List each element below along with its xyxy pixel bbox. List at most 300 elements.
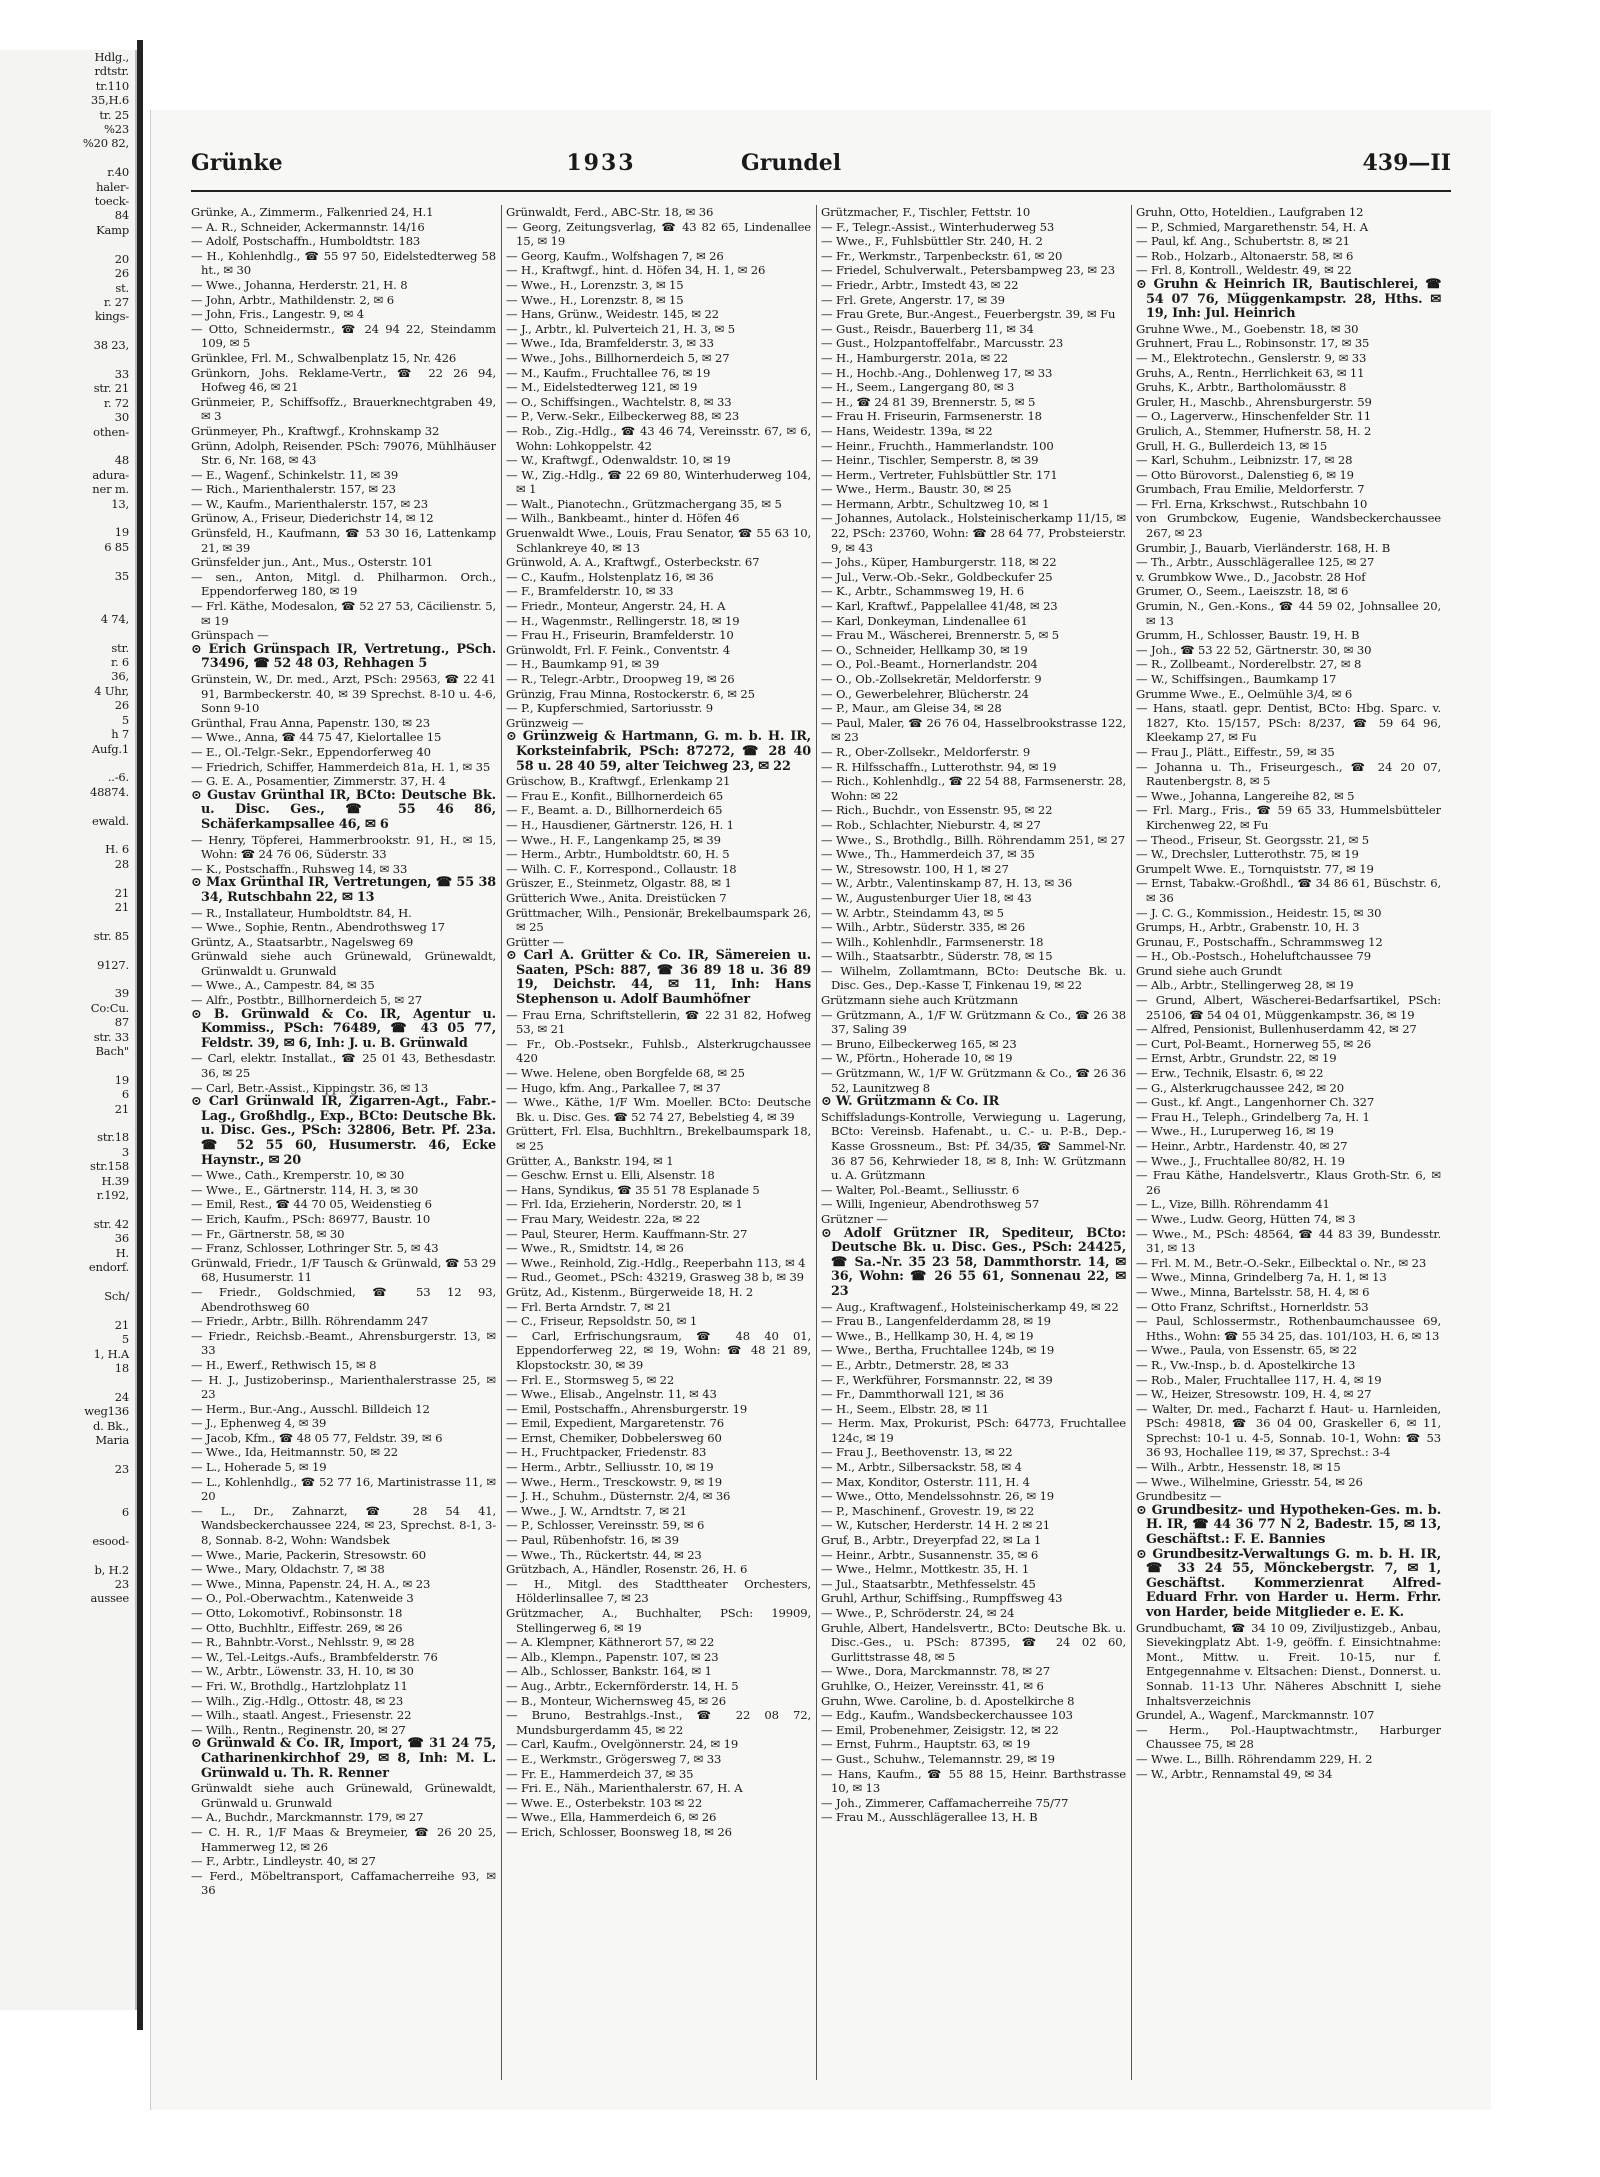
- directory-entry: ⊙ Grünwald & Co. IR, Import, ☎ 31 24 75, Catharinenkirchhof 29, ✉ 8, Inh: M. L. Grünwald u. Th. R. Renner: [191, 1736, 496, 1781]
- strip-line: 87: [114, 1015, 129, 1030]
- adjacent-page-strip: [0, 50, 137, 2010]
- directory-entry: Grünthal, Frau Anna, Papenstr. 130, ✉ 23: [191, 715, 430, 730]
- strip-line: 1, H.A: [93, 1346, 129, 1361]
- directory-entry: — Erich, Schlosser, Boonsweg 18, ✉ 26: [506, 1824, 732, 1839]
- directory-entry: — Joh., Zimmerer, Caffamacherreihe 75/77: [821, 1795, 1069, 1810]
- directory-entry: — Walter, Dr. med., Facharzt f. Haut- u. Harnleiden, PSch: 49818, ☎ 36 04 00, Graskeller 6, ✉ 11, Sprechst: 10-1 u. 4-5, Sonnab. 10-1, Wohn: ☎ 53 36 93, Hochallee 119, ✉ 37, Sprechst.: 3-4: [1136, 1401, 1441, 1460]
- directory-entry: — Herm., Arbtr., Selliusstr. 10, ✉ 19: [506, 1460, 714, 1475]
- directory-entry: — Karl, Donkeyman, Lindenallee 61: [821, 613, 1028, 628]
- directory-entry: ⊙ Grundbesitz-Verwaltungs G. m. b. H. IR, ☎ 33 24 55, Mönckebergstr. 7, ✉ 1, Geschäftst. Kommerzienrat Alfred-Eduard Frhr. von Harder u. Herm. Frhr. von Harder, beide Mitglieder e. E. K.: [1136, 1546, 1441, 1620]
- directory-entry: — H., Wagenmstr., Rellingerstr. 18, ✉ 19: [506, 613, 740, 628]
- directory-entry: — Edg., Kaufm., Wandsbeckerchaussee 103: [821, 1708, 1073, 1723]
- directory-entry: — A. Klempner, Käthnerort 57, ✉ 22: [506, 1635, 715, 1650]
- strip-line: str. 42: [93, 1216, 129, 1231]
- directory-entry: — Bruno, Bestrahlgs.-Inst., ☎ 22 08 72, Mundsburgerdamm 45, ✉ 22: [506, 1708, 811, 1737]
- strip-line: 21: [114, 1317, 129, 1332]
- directory-entry: — Wilh., staatl. Angest., Friesenstr. 22: [191, 1708, 412, 1723]
- directory-entry: — H., Ewerf., Rethwisch 15, ✉ 8: [191, 1357, 377, 1372]
- directory-entry: Grütz, Ad., Kistenm., Bürgerweide 18, H. 2: [506, 1284, 754, 1299]
- directory-entry: Grützmacher, A., Buchhalter, PSch: 19909, Stellingerweg 6, ✉ 19: [506, 1606, 811, 1635]
- directory-entry: — W., Pförtn., Hoherade 10, ✉ 19: [821, 1051, 1013, 1066]
- directory-entry: v. Grumbkow Wwe., D., Jacobstr. 28 Hof: [1136, 569, 1366, 584]
- directory-entry: — Fr. E., Hammerdeich 37, ✉ 35: [506, 1766, 694, 1781]
- directory-entry: Grünstein, W., Dr. med., Arzt, PSch: 29563, ☎ 22 41 91, Barmbeckerstr. 40, ✉ 39 Sprechst. 8-10 u. 4-6, Sonn 9-10: [191, 672, 496, 716]
- directory-entry: — Wwe., E., Gärtnerstr. 114, H. 3, ✉ 30: [191, 1182, 419, 1197]
- directory-entry: — M., Arbtr., Silbersackstr. 58, ✉ 4: [821, 1460, 1022, 1475]
- directory-entry: Grünwold, A. A., Kraftwgf., Osterbeckstr. 67: [506, 555, 760, 570]
- page-number: 439—II: [1362, 150, 1451, 176]
- strip-line: 35: [114, 568, 129, 583]
- directory-entry: — M., Eidelstedterweg 121, ✉ 19: [506, 380, 698, 395]
- directory-entry: — P., Maur., am Gleise 34, ✉ 28: [821, 701, 1002, 716]
- directory-entry: — Henry, Töpferei, Hammerbrookstr. 91, H., ✉ 15, Wohn: ☎ 24 76 06, Süderstr. 33: [191, 832, 496, 862]
- strip-line: 5: [121, 712, 129, 727]
- strip-line: [0, 1476, 135, 1490]
- directory-entry: Grütterich Wwe., Anita. Dreistücken 7: [506, 890, 727, 905]
- directory-entry: Gruhs, A., Rentn., Herrlichkeit 63, ✉ 11: [1136, 365, 1365, 380]
- strip-line: 26: [114, 266, 129, 281]
- directory-entry: — Herm., Pol.-Hauptwachtmstr., Harburger Chaussee 75, ✉ 28: [1136, 1722, 1441, 1752]
- directory-entry: — Wwe., Wilhelmine, Griesstr. 54, ✉ 26: [1136, 1474, 1363, 1489]
- directory-entry: — F., Arbtr., Lindleystr. 40, ✉ 27: [191, 1854, 376, 1869]
- strip-line: Maria: [95, 1433, 129, 1447]
- strip-line: 21: [114, 885, 129, 900]
- directory-entry: — Wwe., F., Fuhlsbüttler Str. 240, H. 2: [821, 234, 1043, 249]
- strip-line: adura-: [92, 467, 129, 482]
- strip-line: [0, 972, 135, 986]
- directory-entry: Grüttert, Frl. Elsa, Buchhltrn., Brekelbaumspark 18, ✉ 25: [506, 1124, 811, 1153]
- directory-entry: — R., Ober-Zollsekr., Meldorferstr. 9: [821, 744, 1031, 759]
- directory-entry: — B., Monteur, Wichernsweg 45, ✉ 26: [506, 1693, 726, 1708]
- strip-line: [0, 597, 135, 611]
- directory-entry: — Bruno, Eilbeckerweg 165, ✉ 23: [821, 1036, 1017, 1051]
- directory-entry: — Adolf, Postschaffn., Humboldtstr. 183: [191, 234, 421, 249]
- directory-entry: — L., Kohlenhdlg., ☎ 52 77 16, Martinistrasse 11, ✉ 20: [191, 1474, 496, 1504]
- directory-entry: — Wwe., S., Brothdlg., Billh. Röhrendamm 251, ✉ 27: [821, 832, 1126, 847]
- directory-entry: — Heinr., Fruchth., Hammerlandstr. 100: [821, 438, 1054, 453]
- header-left-word: Grünke: [191, 150, 283, 176]
- directory-entry: — Frau H. Friseurin, Farmsenerstr. 18: [821, 409, 1042, 424]
- directory-entry: — H., Kohlenhdlg., ☎ 55 97 50, Eidelstedterweg 58 ht., ✉ 30: [191, 248, 496, 278]
- strip-line: [0, 1058, 135, 1072]
- directory-entry: — Frl. M. M., Betr.-O.-Sekr., Eilbecktal o. Nr., ✉ 23: [1136, 1255, 1427, 1270]
- directory-entry: — Wwe., Ella, Hammerdeich 6, ✉ 26: [506, 1810, 717, 1825]
- strip-line: str.: [111, 640, 129, 655]
- directory-entry: — Wwe., R., Smidtstr. 14, ✉ 26: [506, 1241, 684, 1256]
- directory-entry: — Wwe., Sophie, Rentn., Abendrothsweg 17: [191, 920, 445, 935]
- strip-line: 35,H.6: [90, 93, 129, 108]
- column-2: [506, 205, 811, 2085]
- directory-entry: — Wwe., Anna, ☎ 44 75 47, Kielortallee 15: [191, 730, 442, 745]
- directory-entry: — Willi, Ingenieur, Abendrothsweg 57: [821, 1197, 1040, 1212]
- directory-entry: — Wwe., Dora, Marckmannstr. 78, ✉ 27: [821, 1664, 1050, 1679]
- directory-entry: — Walt., Pianotechn., Grützmachergang 35, ✉ 5: [506, 496, 782, 511]
- strip-line: h 7: [111, 727, 129, 742]
- directory-entry: — Georg, Zeitungsverlag, ☎ 43 82 65, Lindenallee 15, ✉ 19: [506, 219, 811, 249]
- strip-line: 84: [114, 208, 129, 223]
- strip-line: 20: [114, 251, 129, 266]
- strip-line: 3: [121, 1144, 129, 1159]
- directory-entry: — W., Zig.-Hdlg., ☎ 22 69 80, Winterhuderweg 104, ✉ 1: [506, 467, 811, 497]
- directory-entry: — Fr., Ob.-Postsekr., Fuhlsb., Alsterkrugchaussee 420: [506, 1036, 811, 1066]
- directory-entry: — Ernst, Fuhrm., Hauptstr. 63, ✉ 19: [821, 1737, 1031, 1752]
- directory-entry: — P., Kupferschmied, Sartoriusstr. 9: [506, 701, 713, 716]
- directory-entry: — W., Augustenburger Uier 18, ✉ 43: [821, 890, 1032, 905]
- directory-entry: — C., Friseur, Repsoldstr. 50, ✉ 1: [506, 1314, 698, 1329]
- directory-entry: — Wwe., Minna, Bartelsstr. 58, H. 4, ✉ 6: [1136, 1284, 1370, 1299]
- directory-entry: ⊙ Erich Grünspach IR, Vertretung., PSch. 73496, ☎ 52 48 03, Rehhagen 5: [191, 641, 496, 672]
- strip-line: [0, 324, 135, 338]
- strip-line: 13,: [111, 496, 129, 511]
- strip-line: tr.110: [95, 78, 129, 93]
- directory-entry: — Theod., Friseur, St. Georgsstr. 21, ✉ 5: [1136, 832, 1369, 847]
- directory-entry: — Wilh., Bankbeamt., hinter d. Höfen 46: [506, 511, 740, 526]
- strip-line: [0, 828, 135, 842]
- directory-entry: Grütter —: [506, 934, 564, 949]
- column-divider: [501, 205, 502, 2080]
- directory-entry: — Frl. Käthe, Modesalon, ☎ 52 27 53, Cäcilienstr. 5, ✉ 19: [191, 599, 496, 628]
- directory-entry: — Wilh., Kohlenhdlr., Farmsenerstr. 18: [821, 934, 1044, 949]
- directory-entry: — Frau Käthe, Handelsvertr., Klaus Groth-Str. 6, ✉ 26: [1136, 1168, 1441, 1197]
- directory-entry: Grüttmacher, Wilh., Pensionär, Brekelbaumspark 26, ✉ 25: [506, 905, 811, 935]
- strip-line: Hdlg.,: [94, 50, 129, 64]
- directory-entry: — H., Mitgl. des Stadttheater Orchesters, Hölderlinsallee 7, ✉ 23: [506, 1576, 811, 1606]
- directory-entry: — Emil, Postschaffn., Ahrensburgerstr. 19: [506, 1401, 748, 1416]
- directory-entry: Grundbuchamt, ☎ 34 10 09, Ziviljustizgeb., Anbau, Sievekingplatz Abt. 1-9, geöffn. f. Einsichtnahme: Mont., Mittw. u. Freit. 10-15, nur f. Entgegennahme v. Eltsachen: Dienst., Donnerst. u. Sonnab. 11-13 Uhr. Näheres Abschnitt I, siehe Inhaltsverzeichnis: [1136, 1620, 1441, 1708]
- directory-entry: ⊙ Carl Grünwald IR, Zigarren-Agt., Fabr.-Lag., Großhdlg., Exp., BCto: Deutsche Bk. u. Disc. Ges., PSch: 32806, Betr. Pf. 23a. ☎ 52 55 60, Husumerstr. 46, Ecke Haynstr., ✉ 20: [191, 1094, 496, 1168]
- directory-entry: — Frau E., Konfit., Billhornerdeich 65: [506, 788, 724, 803]
- directory-entry: — Emil, Rest., ☎ 44 70 05, Weidenstieg 6: [191, 1197, 432, 1212]
- header-year: 1933: [566, 150, 636, 176]
- strip-line: rdtstr.: [94, 64, 129, 79]
- directory-entry: — Herm., Arbtr., Humboldtstr. 60, H. 5: [506, 847, 730, 862]
- directory-entry: Grünow, A., Friseur, Diederichstr 14, ✉ 12: [191, 511, 434, 526]
- strip-line: [0, 511, 135, 525]
- directory-entry: — R., Vw.-Insp., b. d. Apostelkirche 13: [1136, 1357, 1356, 1372]
- directory-entry: — R., Telegr.-Arbtr., Droopweg 19, ✉ 26: [506, 672, 735, 686]
- directory-entry: — H., Hochb.-Ang., Dohlenweg 17, ✉ 33: [821, 365, 1053, 380]
- directory-entry: — Friedr., Goldschmied, ☎ 53 12 93, Abendrothsweg 60: [191, 1284, 496, 1314]
- directory-entry: von Grumbckow, Eugenie, Wandsbeckerchaussee 267, ✉ 23: [1136, 511, 1441, 541]
- directory-entry: Gruhn, Otto, Hoteldien., Laufgraben 12: [1136, 205, 1364, 219]
- directory-entry: Grünwald siehe auch Grünewald, Grünewaldt, Grünwaldt u. Grunwald: [191, 949, 496, 978]
- strip-line: %20 82,: [82, 136, 129, 151]
- directory-entry: — K., Postschaffn., Ruhsweg 14, ✉ 33: [191, 861, 408, 876]
- directory-entry: Grünwald, Friedr., 1/F Tausch & Grünwald, ☎ 53 29 68, Husumerstr. 11: [191, 1255, 496, 1285]
- strip-line: [0, 554, 135, 568]
- directory-entry: Grunau, F., Postschaffn., Schrammsweg 12: [1136, 934, 1383, 949]
- directory-entry: — Wwe., Mary, Oldachstr. 7, ✉ 38: [191, 1562, 385, 1577]
- directory-entry: — Wilhelm, Zollamtmann, BCto: Deutsche Bk. u. Disc. Ges., Dep.-Kasse T, Finkenau 19, ✉ 22: [821, 963, 1126, 993]
- directory-entry: — W., Kraftwgf., Odenwaldstr. 10, ✉ 19: [506, 453, 731, 468]
- directory-entry: — Rob., Zig.-Hdlg., ☎ 43 46 74, Vereinsstr. 67, ✉ 6, Wohn: Lohkoppelstr. 42: [506, 423, 811, 453]
- directory-entry: Gruhnert, Frau L., Robinsonstr. 17, ✉ 35: [1136, 336, 1370, 351]
- strip-line: 36,: [111, 669, 129, 684]
- directory-entry: — Paul, kf. Ang., Schubertstr. 8, ✉ 21: [1136, 234, 1350, 249]
- directory-entry: — Aug., Arbtr., Eckernförderstr. 14, H. 5: [506, 1678, 739, 1693]
- directory-entry: Grumbir, J., Bauarb, Vierländerstr. 168, H. B: [1136, 540, 1391, 555]
- directory-entry: — Jacob, Kfm., ☎ 48 05 77, Feldstr. 39, ✉ 6: [191, 1430, 443, 1445]
- directory-entry: — Hans, staatl. gepr. Dentist, BCto: Hbg. Sparc. v. 1827, Kto. 15/157, PSch: 8/237, ☎ 59 64 96, Kleekamp 27, ✉ Fu: [1136, 701, 1441, 745]
- directory-entry: Grünsfeld, H., Kaufmann, ☎ 53 30 16, Lattenkamp 21, ✉ 39: [191, 526, 496, 555]
- directory-entry: ⊙ Grünzweig & Hartmann, G. m. b. H. IR, Korksteinfabrik, PSch: 87272, ☎ 28 40 58 u. 28 40 59, alter Teichweg 23, ✉ 22: [506, 729, 811, 774]
- directory-entry: — Frl. Marg., Fris., ☎ 59 65 33, Hummelsbütteler Kirchenweg 22, ✉ Fu: [1136, 803, 1441, 832]
- directory-entry: — E., Ol.-Telgr.-Sekr., Eppendorferweg 40: [191, 744, 431, 759]
- strip-line: 23: [114, 1461, 129, 1476]
- column-4: [1136, 205, 1441, 2085]
- directory-entry: — M., Kaufm., Fruchtallee 76, ✉ 19: [506, 365, 711, 380]
- directory-entry: — Wwe., A., Campestr. 84, ✉ 35: [191, 978, 375, 993]
- directory-entry: — Rich., Marienthalerstr. 157, ✉ 23: [191, 482, 396, 497]
- directory-entry: — Wwe., Elisab., Angelnstr. 11, ✉ 43: [506, 1387, 717, 1402]
- directory-entry: — Alb., Arbtr., Stellingerweg 28, ✉ 19: [1136, 978, 1354, 993]
- directory-entry: — Wwe., Bertha, Fruchtallee 124b, ✉ 19: [821, 1343, 1055, 1358]
- directory-entry: Grünsfelder jun., Ant., Mus., Osterstr. 101: [191, 555, 433, 570]
- directory-entry: — Herm., Vertreter, Fuhlsbüttler Str. 171: [821, 467, 1058, 482]
- strip-line: 19: [114, 525, 129, 540]
- directory-entry: — Otto, Schneidermstr., ☎ 24 94 22, Steindamm 109, ✉ 5: [191, 321, 496, 351]
- directory-entry: — Fr., Werkmstr., Tarpenbeckstr. 61, ✉ 20: [821, 248, 1063, 263]
- strip-line: [0, 1491, 135, 1505]
- directory-entry: — A. R., Schneider, Ackermannstr. 14/16: [191, 219, 425, 234]
- directory-entry: — Carl, Kaufm., Ovelgönnerstr. 24, ✉ 19: [506, 1737, 739, 1752]
- directory-entry: — W., Drechsler, Lutterothstr. 75, ✉ 19: [1136, 847, 1359, 862]
- directory-entry: — M., Elektrotechn., Genslerstr. 9, ✉ 33: [1136, 350, 1367, 365]
- strip-line: r. 27: [103, 294, 129, 309]
- directory-entry: — R., Installateur, Humboldtstr. 84, H.: [191, 905, 412, 920]
- directory-entry: Schiffsladungs-Kontrolle, Verwiegung u. Lagerung, BCto: Vereinsb. Hafenabt., u. C.- u. P.-B., Dep.-Kasse Grossneum., Bst: Pf. 34/35, ☎ Sammel-Nr. 36 87 56, Kehrwieder 18, ✉ 8, Inh: W. Grützmann u. A. Grützmann: [821, 1109, 1126, 1183]
- directory-entry: — Wwe., Cath., Kremperstr. 10, ✉ 30: [191, 1168, 405, 1183]
- directory-entry: — Max, Konditor, Osterstr. 111, H. 4: [821, 1474, 1030, 1489]
- directory-entry: — Frau Grete, Bur.-Angest., Feuerbergstr. 39, ✉ Fu: [821, 307, 1116, 322]
- directory-entry: — Carl, elektr. Installat., ☎ 25 01 43, Bethesdastr. 36, ✉ 25: [191, 1051, 496, 1081]
- directory-entry: — H., Seem., Elbstr. 28, ✉ 11: [821, 1401, 989, 1416]
- strip-line: Co:Cu.: [90, 1000, 129, 1015]
- strip-line: str.18: [97, 1130, 129, 1145]
- strip-line: st.: [115, 280, 129, 295]
- directory-entry: Grützbach, A., Händler, Rosenstr. 26, H. 6: [506, 1562, 748, 1577]
- directory-entry: — Wilh., Zig.-Hdlg., Ottostr. 48, ✉ 23: [191, 1693, 404, 1708]
- strip-line: 6: [121, 1087, 129, 1102]
- strip-line: ewald.: [91, 813, 129, 828]
- directory-entry: — Wwe., Johanna, Herderstr. 21, H. 8: [191, 277, 408, 292]
- strip-line: r.192,: [96, 1188, 129, 1203]
- directory-entry: ⊙ Gruhn & Heinrich IR, Bautischlerei, ☎ 54 07 76, Müggenkampstr. 28, Hths. ✉ 19, Inh: Jul. Heinrich: [1136, 276, 1441, 322]
- directory-entry: — Wwe., Minna, Papenstr. 24, H. A., ✉ 23: [191, 1576, 431, 1591]
- strip-line: 21: [114, 1101, 129, 1116]
- strip-line: %23: [104, 122, 129, 137]
- directory-entry: — Hugo, kfm. Ang., Parkallee 7, ✉ 37: [506, 1080, 721, 1095]
- book-spine: [137, 40, 143, 2030]
- directory-entry: — Grund, Albert, Wäscherei-Bedarfsartikel, PSch: 25106, ☎ 54 04 01, Müggenkampstr. 36, ✉ 19: [1136, 993, 1441, 1022]
- directory-entry: ⊙ B. Grünwald & Co. IR, Agentur u. Kommiss., PSch: 76489, ☎ 43 05 77, Feldstr. 39, ✉ 6, Inh: J. u. B. Grünwald: [191, 1006, 496, 1051]
- strip-line: 48874.: [89, 784, 129, 799]
- directory-entry: — L., Vize, Billh. Röhrendamm 41: [1136, 1197, 1330, 1212]
- strip-line: [0, 1519, 135, 1533]
- strip-line: endorf.: [88, 1260, 129, 1275]
- directory-entry: — Frl. Ida, Erzieherin, Norderstr. 20, ✉ 1: [506, 1197, 743, 1212]
- directory-entry: — Wwe., H., Lorenzstr. 3, ✉ 15: [506, 277, 684, 292]
- column-3: [821, 205, 1126, 2085]
- directory-entry: — Wwe., Paula, von Essenstr. 65, ✉ 22: [1136, 1343, 1358, 1358]
- directory-entry: — Frl. 8, Kontroll., Weldestr. 49, ✉ 22: [1136, 263, 1352, 278]
- strip-line: 21: [114, 899, 129, 914]
- directory-entry: — C., Kaufm., Holstenplatz 16, ✉ 36: [506, 569, 714, 584]
- strip-line: weg136: [84, 1404, 129, 1419]
- directory-entry: — A., Buchdr., Marckmannstr. 179, ✉ 27: [191, 1810, 424, 1825]
- directory-entry: Gruenwaldt Wwe., Louis, Frau Senator, ☎ 55 63 10, Schlankreye 40, ✉ 13: [506, 526, 811, 555]
- strip-line: str. 85: [93, 928, 129, 943]
- directory-entry: — Grützmann, W., 1/F W. Grützmann & Co., ☎ 26 36 52, Launitzweg 8: [821, 1066, 1126, 1095]
- directory-entry: — R. Hilfsschaffn., Lutterothstr. 94, ✉ 19: [821, 759, 1057, 774]
- strip-line: [0, 871, 135, 885]
- directory-entry: — Wwe., B., Hellkamp 30, H. 4, ✉ 19: [821, 1328, 1034, 1343]
- directory-entry: — Jul., Staatsarbtr., Methfesselstr. 45: [821, 1576, 1036, 1591]
- directory-entry: — Alb., Klempn., Papenstr. 107, ✉ 23: [506, 1649, 719, 1664]
- directory-entry: Grünwaldt, Ferd., ABC-Str. 18, ✉ 36: [506, 205, 714, 219]
- directory-entry: — Jul., Verw.-Ob.-Sekr., Goldbeckufer 25: [821, 569, 1053, 584]
- strip-line: r.40: [107, 165, 129, 180]
- strip-line: Aufg.1: [91, 741, 129, 756]
- strip-line: Bach": [95, 1044, 129, 1059]
- strip-line: [0, 626, 135, 640]
- strip-line: [0, 1548, 135, 1562]
- directory-entry: — Friedr., Arbtr., Imstedt 43, ✉ 22: [821, 277, 1019, 292]
- strip-line: 39: [114, 986, 129, 1001]
- strip-line: 38 23,: [93, 338, 129, 353]
- directory-entry: — Fr., Gärtnerstr. 58, ✉ 30: [191, 1226, 345, 1241]
- directory-entry: — Wwe., H. F., Langenkamp 25, ✉ 39: [506, 832, 721, 847]
- directory-entry: — Friedrich, Schiffer, Hammerdeich 81a, H. 1, ✉ 35: [191, 759, 491, 774]
- directory-entry: — J. C. G., Kommission., Heidestr. 15, ✉ 30: [1136, 905, 1382, 920]
- directory-entry: Grünmeyer, Ph., Kraftwgf., Krohnskamp 32: [191, 423, 440, 438]
- strip-line: str.158: [90, 1159, 129, 1174]
- strip-line: [0, 1447, 135, 1461]
- strip-line: [0, 799, 135, 813]
- directory-entry: Grumme Wwe., E., Oelmühle 3/4, ✉ 6: [1136, 686, 1353, 701]
- strip-line: H.: [115, 1245, 129, 1260]
- directory-entry: — Rud., Geomet., PSch: 43219, Grasweg 38 b, ✉ 39: [506, 1270, 804, 1285]
- directory-entry: — Wwe., Minna, Grindelberg 7a, H. 1, ✉ 13: [1136, 1270, 1387, 1285]
- directory-entry: Gruhl, Arthur, Schiffsing., Rumpffsweg 43: [821, 1591, 1063, 1606]
- directory-entry: — Wwe., Johanna, Langereihe 82, ✉ 5: [1136, 788, 1355, 803]
- strip-line: haler-: [96, 179, 129, 194]
- column-1: [191, 205, 496, 2085]
- directory-page: [150, 110, 1491, 2110]
- directory-entry: — Herm. Max, Prokurist, PSch: 64773, Fruchtallee 124c, ✉ 19: [821, 1416, 1126, 1445]
- directory-entry: Grundbesitz —: [1136, 1489, 1222, 1504]
- directory-entry: — Herm., Bur.-Ang., Ausschl. Billdeich 12: [191, 1401, 430, 1416]
- directory-entry: — Wwe., Reinhold, Zig.-Hdlg., Reeperbahn 113, ✉ 4: [506, 1255, 806, 1270]
- directory-entry: — Alfr., Postbtr., Billhornerdeich 5, ✉ 27: [191, 993, 423, 1008]
- directory-entry: — Ernst, Arbtr., Grundstr. 22, ✉ 19: [1136, 1051, 1337, 1066]
- directory-entry: — Wwe., Ida, Heitmannstr. 50, ✉ 22: [191, 1445, 398, 1460]
- strip-line: 6: [121, 1505, 129, 1520]
- directory-entry: — R., Zollbeamt., Norderelbstr. 27, ✉ 8: [1136, 657, 1362, 672]
- directory-entry: — Erich, Kaufm., PSch: 86977, Baustr. 10: [191, 1211, 431, 1226]
- directory-entry: — Georg, Kaufm., Wolfshagen 7, ✉ 26: [506, 248, 724, 263]
- strip-line: str. 21: [93, 381, 129, 396]
- directory-entry: — O., Ob.-Zollsekretär, Meldorferstr. 9: [821, 672, 1042, 686]
- directory-entry: — W., Heizer, Stresowstr. 109, H. 4, ✉ 27: [1136, 1387, 1372, 1402]
- directory-entry: ⊙ Gustav Grünthal IR, BCto: Deutsche Bk. u. Disc. Ges., ☎ 55 46 86, Schäferkampsallee 46, ✉ 6: [191, 787, 496, 832]
- directory-entry: — C. H. R., 1/F Maas & Breymeier, ☎ 26 20 25, Hammerweg 12, ✉ 26: [191, 1824, 496, 1854]
- strip-line: 33: [114, 366, 129, 381]
- directory-entry: — Heinr., Tischler, Semperstr. 8, ✉ 39: [821, 453, 1039, 468]
- strip-line: [0, 943, 135, 957]
- directory-entry: — F., Beamt. a. D., Billhornerdeich 65: [506, 803, 723, 818]
- strip-line: [0, 353, 135, 367]
- directory-entry: Grünwoldt, Frl. F. Feink., Conventstr. 4: [506, 642, 731, 657]
- strip-line: 24: [114, 1389, 129, 1404]
- directory-entry: — Karl, Kraftwf., Pappelallee 41/48, ✉ 23: [821, 599, 1058, 614]
- directory-entry: — H., Baumkamp 91, ✉ 39: [506, 657, 660, 672]
- strip-line: H. 6: [105, 842, 129, 857]
- directory-entry: — Wwe., J., Fruchtallee 80/82, H. 19: [1136, 1153, 1345, 1168]
- directory-entry: — Friedr., Reichsb.-Beamt., Ahrensburgerstr. 13, ✉ 33: [191, 1328, 496, 1358]
- directory-entry: — Wwe., Otto, Mendelssohnstr. 26, ✉ 19: [821, 1489, 1055, 1504]
- directory-entry: — Rich., Kohlenhdlg., ☎ 22 54 88, Farmsenerstr. 28, Wohn: ✉ 22: [821, 774, 1126, 803]
- directory-entry: — Wilh. C. F., Korrespond., Collaustr. 18: [506, 861, 737, 876]
- directory-entry: — O., Pol.-Oberwachtm., Katenweide 3: [191, 1591, 414, 1606]
- directory-entry: — Ernst, Chemiker, Dobbelersweg 60: [506, 1430, 722, 1445]
- directory-entry: — Wwe. E., Osterbekstr. 103 ✉ 22: [506, 1795, 703, 1810]
- directory-entry: — Frau M., Ausschlägerallee 13, H. B: [821, 1810, 1038, 1825]
- strip-line: [0, 1203, 135, 1217]
- strip-line: esood-: [92, 1533, 129, 1548]
- directory-entry: — Wilh., Rentn., Reginenstr. 20, ✉ 27: [191, 1722, 406, 1737]
- directory-entry: — Alb., Schlosser, Bankstr. 164, ✉ 1: [506, 1664, 712, 1679]
- directory-entry: ⊙ W. Grützmann & Co. IR: [821, 1094, 1000, 1110]
- strip-line: [0, 756, 135, 770]
- directory-entry: Grumer, O., Seem., Laeiszstr. 18, ✉ 6: [1136, 584, 1349, 599]
- strip-line: [0, 1116, 135, 1130]
- directory-entry: Grützmann siehe auch Krützmann: [821, 993, 1018, 1008]
- directory-entry: — H., Hamburgerstr. 201a, ✉ 22: [821, 350, 1009, 365]
- directory-entry: Grüschow, B., Kraftwgf., Erlenkamp 21: [506, 774, 731, 789]
- header-rule: [191, 190, 1451, 192]
- directory-entry: Gruhle, Albert, Handelsvertr., BCto: Deutsche Bk. u. Disc.-Ges., u. PSch: 87395, ☎ 24 02 60, Gurlittstrasse 48, ✉ 5: [821, 1620, 1126, 1664]
- directory-entry: — H., Seem., Langergang 80, ✉ 3: [821, 380, 1015, 395]
- directory-entry: — Gust., Schuhw., Telemannstr. 29, ✉ 19: [821, 1751, 1055, 1766]
- strip-line: [0, 583, 135, 597]
- strip-line: r. 72: [103, 395, 129, 410]
- directory-entry: — Frau J., Beethovenstr. 13, ✉ 22: [821, 1445, 1013, 1460]
- directory-entry: — Heinr., Arbtr., Susannenstr. 35, ✉ 6: [821, 1547, 1039, 1562]
- directory-entry: — John, Fris., Langestr. 9, ✉ 4: [191, 307, 364, 322]
- directory-entry: Gruhs, K., Arbtr., Bartholomäusstr. 8: [1136, 380, 1347, 395]
- strip-line: 28: [114, 856, 129, 871]
- directory-entry: Grünzig, Frau Minna, Rostockerstr. 6, ✉ 25: [506, 686, 755, 701]
- directory-entry: Grünspach —: [191, 628, 269, 643]
- directory-entry: — Frau B., Langenfelderdamm 28, ✉ 19: [821, 1314, 1051, 1329]
- page-header: [191, 150, 1451, 186]
- directory-entry: — O., Gewerbelehrer, Blücherstr. 24: [821, 686, 1029, 701]
- directory-entry: — Wwe., H., Lorenzstr. 8, ✉ 15: [506, 292, 684, 307]
- strip-line: 4 Uhr,: [94, 683, 129, 698]
- column-divider: [816, 205, 817, 2080]
- directory-entry: — Wwe., Th., Hammerdeich 37, ✉ 35: [821, 847, 1035, 862]
- directory-entry: Grützner —: [821, 1211, 888, 1226]
- directory-entry: — F., Bramfelderstr. 10, ✉ 33: [506, 584, 674, 599]
- directory-entry: Grumm, H., Schlosser, Baustr. 19, H. B: [1136, 628, 1360, 643]
- directory-entry: ⊙ Grundbesitz- und Hypotheken-Ges. m. b. H. IR, ☎ 44 36 77 N 2, Badestr. 15, ✉ 13, Geschäftst.: F. E. Bannies: [1136, 1502, 1441, 1548]
- directory-entry: — Hans, Syndikus, ☎ 35 51 78 Esplanade 5: [506, 1182, 760, 1197]
- directory-entry: — Emil, Expedient, Margaretenstr. 76: [506, 1416, 724, 1431]
- directory-entry: — E., Wagenf., Schinkelstr. 11, ✉ 39: [191, 467, 399, 482]
- strip-line: 36: [114, 1231, 129, 1246]
- directory-entry: — Friedr., Monteur, Angerstr. 24, H. A: [506, 599, 726, 614]
